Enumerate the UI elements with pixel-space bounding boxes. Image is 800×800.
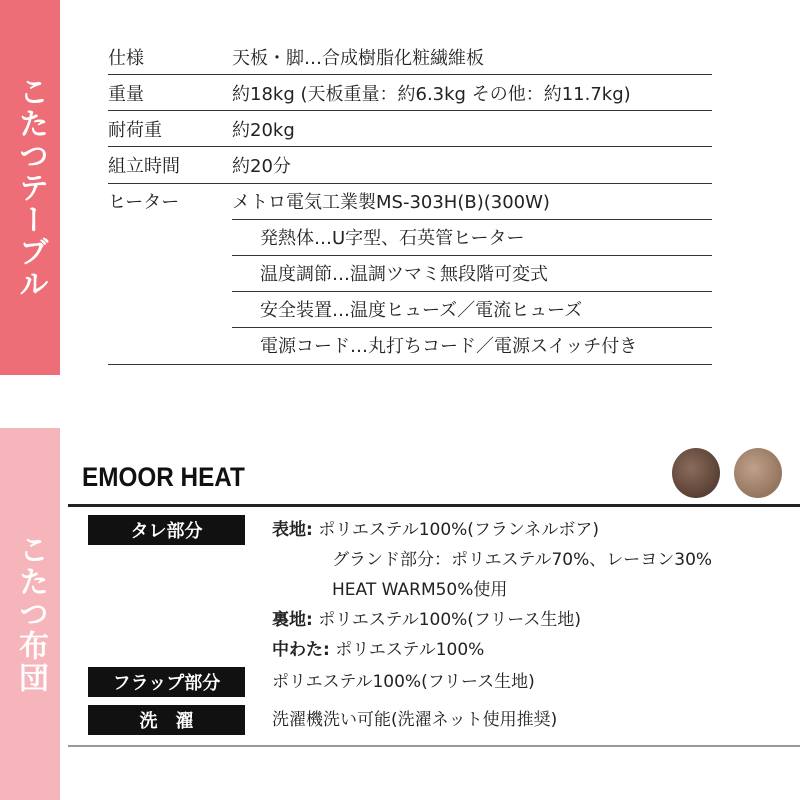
- omote-value: ポリエステル100%(フランネルボア): [318, 520, 600, 540]
- ura-value: ポリエステル100%(フリース生地): [318, 610, 582, 630]
- bottom-divider: [68, 745, 800, 747]
- tag-flap: フラップ部分: [88, 667, 245, 697]
- spec-row: [0, 183, 800, 219]
- section-label-kotatsu-table: こたつテーブル: [13, 75, 48, 300]
- spec-row: [0, 75, 800, 111]
- spec-value: 約20分: [232, 156, 291, 177]
- spec-label: 組立時間: [108, 156, 180, 177]
- omote-line: [272, 515, 599, 545]
- heatwarm-line: HEAT WARM50%使用: [332, 580, 508, 600]
- spec-value: メトロ電気工業製MS-303H(B)(300W): [232, 192, 550, 213]
- tag-wash: 洗 濯: [88, 705, 245, 735]
- spec-value: 約20kg: [232, 120, 295, 141]
- spec-value: 天板・脚…合成樹脂化粧繊維板: [232, 48, 484, 69]
- naka-line: [272, 635, 484, 665]
- heater-detail: 電源コード…丸打ちコード／電源スイッチ付き: [260, 336, 638, 357]
- flap-value: ポリエステル100%(フリース生地): [272, 672, 535, 692]
- product-title: EMOOR HEAT: [82, 462, 245, 492]
- heater-detail: 発熱体…U字型、石英管ヒーター: [260, 228, 525, 249]
- naka-value: ポリエステル100%: [335, 640, 485, 660]
- title-divider: [68, 504, 800, 507]
- naka-label: 中わた:: [272, 640, 330, 660]
- spec-value: 約18kg (天板重量：約6.3kg その他：約11.7kg): [232, 84, 631, 105]
- heater-detail-row: [0, 291, 800, 327]
- spec-label: ヒーター: [108, 192, 180, 213]
- futon-section-band: [0, 428, 60, 800]
- spec-row: [0, 147, 800, 183]
- tag-tare: タレ部分: [88, 515, 245, 545]
- swatch-dark-brown: [672, 448, 720, 498]
- omote-label: 表地:: [272, 520, 313, 540]
- spec-label: 仕様: [108, 48, 144, 69]
- heater-detail: 温度調節…温調ツマミ無段階可変式: [260, 264, 548, 285]
- section-label-kotatsu-futon: こたつ布団: [13, 534, 48, 694]
- spec-row: [0, 111, 800, 147]
- divider: [108, 364, 712, 365]
- wash-value: 洗濯機洗い可能(洗濯ネット使用推奨): [272, 710, 558, 730]
- spec-row: [0, 39, 800, 75]
- heater-detail: 安全装置…温度ヒューズ／電流ヒューズ: [260, 300, 583, 321]
- heater-detail-row: [0, 219, 800, 255]
- heater-detail-row: [0, 255, 800, 291]
- heater-detail-row: [0, 327, 800, 363]
- ground-line: グランド部分：ポリエステル70%、レーヨン30%: [332, 550, 713, 570]
- ura-line: [272, 605, 581, 635]
- ura-label: 裏地:: [272, 610, 313, 630]
- spec-label: 耐荷重: [108, 120, 162, 141]
- spec-label: 重量: [108, 84, 144, 105]
- swatch-light-brown: [734, 448, 782, 498]
